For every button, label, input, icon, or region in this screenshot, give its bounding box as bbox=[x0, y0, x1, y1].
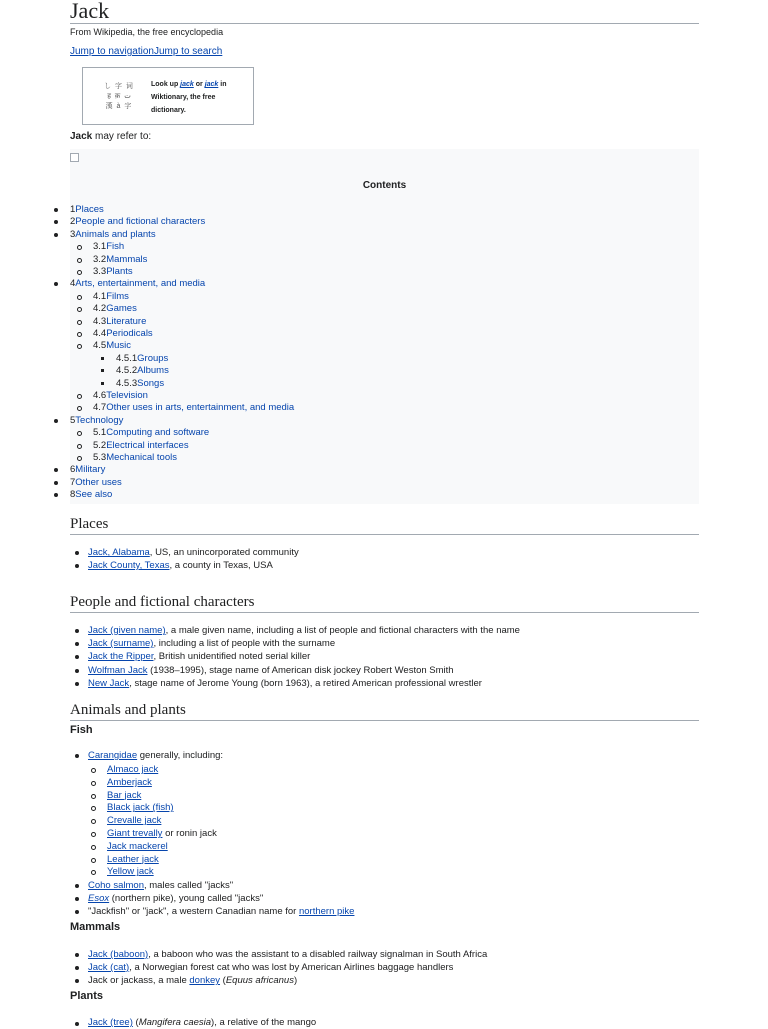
entry-link[interactable]: Bar jack bbox=[107, 789, 142, 801]
jump-to-navigation-link[interactable]: Jump to navigation bbox=[70, 46, 154, 57]
list-bullet bbox=[91, 870, 96, 875]
toc-bullet bbox=[77, 431, 82, 436]
entry-link[interactable]: New Jack bbox=[88, 677, 130, 689]
list-bullet bbox=[75, 642, 79, 646]
entry-description: , US, an unincorporated community bbox=[149, 547, 299, 558]
entry-link[interactable]: Almaco jack bbox=[107, 764, 159, 775]
toc-bullet bbox=[101, 357, 104, 360]
list-item bbox=[88, 638, 335, 650]
toc-number: 4.6 bbox=[93, 390, 107, 401]
list-item bbox=[107, 815, 161, 827]
toc-item-3[interactable] bbox=[70, 229, 156, 241]
toc-label: Games bbox=[106, 303, 137, 315]
toc-number: 3 bbox=[70, 228, 76, 240]
toc-title: Contents bbox=[362, 180, 407, 191]
carangidae-link[interactable]: Carangidae bbox=[88, 750, 138, 761]
toc-item-4-5-2[interactable] bbox=[116, 365, 169, 377]
section-heading-places: Places bbox=[70, 516, 699, 535]
toc-label: Places bbox=[75, 204, 104, 215]
toc-number: 4.4 bbox=[93, 328, 107, 339]
list-item: Coho salmon, males called "jacks" bbox=[88, 880, 234, 891]
list-item bbox=[107, 802, 174, 814]
toc-bullet bbox=[77, 444, 82, 449]
list-bullet bbox=[75, 1022, 79, 1026]
entry-description: , a county in Texas, USA bbox=[169, 560, 273, 572]
toc-bullet bbox=[101, 382, 104, 385]
list-item bbox=[107, 866, 154, 878]
toc-item-5-1[interactable] bbox=[93, 427, 209, 439]
list-bullet bbox=[91, 794, 96, 799]
toc-item-3-1[interactable] bbox=[93, 241, 124, 253]
subsection-heading-plants: Plants bbox=[70, 990, 104, 1002]
entry-link[interactable]: Jack (given name) bbox=[88, 625, 166, 636]
tagline: From Wikipedia, the free encyclopedia bbox=[70, 27, 224, 37]
subsection-heading-fish: Fish bbox=[70, 724, 93, 736]
toc-number: 2 bbox=[70, 216, 76, 228]
list-bullet bbox=[75, 564, 79, 568]
jack-cat-link[interactable]: Jack (cat) bbox=[88, 962, 130, 973]
entry-description: , stage name of Jerome Young (born 1963), a retired American professional wrestler bbox=[129, 677, 482, 689]
toc-label: Albums bbox=[137, 365, 169, 377]
list-item: Jack (cat), a Norwegian forest cat who was lost by American Airlines baggage handlers bbox=[88, 962, 454, 973]
jump-to-search-link[interactable]: Jump to search bbox=[153, 46, 223, 57]
toc-bullet bbox=[77, 270, 82, 275]
toc-number: 4.7 bbox=[93, 402, 107, 414]
list-bullet bbox=[75, 682, 79, 686]
toc-item-4[interactable] bbox=[70, 278, 205, 290]
toc-item-4-2[interactable] bbox=[93, 303, 137, 315]
toc-number: 3.1 bbox=[93, 241, 107, 253]
list-bullet bbox=[75, 629, 79, 633]
list-bullet bbox=[75, 979, 79, 983]
list-bullet bbox=[91, 845, 96, 850]
toc-number: 4.5.3 bbox=[116, 377, 138, 389]
list-bullet bbox=[91, 781, 96, 786]
wiktionary-text: Look up jack or jack in Wiktionary, the free dictionary. bbox=[151, 81, 227, 114]
toc-label: Mechanical tools bbox=[106, 452, 177, 463]
jack-baboon-link[interactable]: Jack (baboon) bbox=[88, 949, 149, 960]
jack-tree-link[interactable]: Jack (tree) bbox=[88, 1017, 133, 1028]
section-heading-animals: Animals and plants bbox=[70, 702, 699, 721]
list-item bbox=[107, 777, 152, 789]
toc-number: 4.1 bbox=[93, 290, 107, 302]
toc-item-4-5-1[interactable] bbox=[116, 353, 168, 365]
toc-label: Arts, entertainment, and media bbox=[75, 278, 206, 290]
toc-item-8[interactable] bbox=[70, 489, 112, 501]
list-item: Jack (baboon), a baboon who was the assistant to a disabled railway signalman in South Africa bbox=[88, 949, 488, 960]
entry-link[interactable]: Leather jack bbox=[107, 853, 159, 865]
wiktionary-term-link-2[interactable]: jack bbox=[204, 81, 219, 88]
list-item bbox=[107, 854, 159, 866]
list-bullet bbox=[91, 832, 96, 837]
toc-item-6[interactable] bbox=[70, 464, 105, 476]
coho-salmon-link[interactable]: Coho salmon bbox=[88, 880, 144, 891]
entry-link[interactable]: Amberjack bbox=[107, 776, 152, 788]
list-bullet bbox=[91, 819, 96, 824]
toc-label: Mammals bbox=[106, 253, 148, 265]
entry-link[interactable]: Wolfman Jack bbox=[88, 664, 148, 676]
list-bullet bbox=[91, 768, 96, 773]
list-bullet bbox=[75, 966, 79, 970]
list-item bbox=[107, 764, 158, 776]
toc-number: 3.2 bbox=[93, 253, 107, 265]
toc-number: 5.1 bbox=[93, 427, 107, 439]
list-item bbox=[107, 828, 217, 840]
list-item bbox=[107, 841, 168, 853]
list-item bbox=[88, 651, 310, 663]
list-item bbox=[88, 678, 482, 690]
toc-toggle-checkbox[interactable] bbox=[70, 153, 79, 162]
toc-label: Military bbox=[75, 464, 106, 476]
toc-label: Periodicals bbox=[106, 328, 153, 339]
toc-bullet bbox=[54, 419, 58, 423]
wiktionary-box bbox=[82, 67, 254, 125]
toc-number: 4.3 bbox=[93, 315, 107, 327]
toc-label: Television bbox=[106, 390, 148, 401]
toc-label: Music bbox=[106, 340, 132, 352]
toc-item-7[interactable] bbox=[70, 477, 122, 489]
toc-label: See also bbox=[75, 489, 113, 501]
toc-label: Films bbox=[106, 290, 129, 302]
toc-label: Literature bbox=[106, 315, 147, 327]
list-item bbox=[107, 790, 141, 802]
toc-number: 7 bbox=[70, 476, 76, 488]
toc-number: 3.3 bbox=[93, 266, 107, 277]
toc-item-2[interactable] bbox=[70, 216, 205, 228]
list-item: Jack (tree) (Mangifera caesia), a relative of the mango bbox=[88, 1017, 317, 1028]
list-bullet bbox=[91, 858, 96, 863]
toc-bullet bbox=[77, 320, 82, 325]
toc-label: Other uses in arts, entertainment, and media bbox=[106, 402, 295, 414]
entry-link[interactable]: Yellow jack bbox=[107, 866, 154, 878]
toc-number: 4.5.1 bbox=[116, 352, 138, 364]
list-bullet bbox=[75, 655, 79, 659]
subsection-heading-mammals: Mammals bbox=[70, 921, 121, 933]
toc-number: 4.5 bbox=[93, 340, 107, 352]
toc-bullet bbox=[77, 394, 82, 399]
toc-item-4-5-3[interactable] bbox=[116, 378, 164, 390]
toc-bullet bbox=[54, 220, 58, 224]
toc-bullet bbox=[54, 468, 58, 472]
list-bullet bbox=[91, 806, 96, 811]
list-item bbox=[88, 547, 299, 559]
toc-bullet bbox=[54, 282, 58, 286]
list-item: Jack or jackass, a male donkey (Equus africanus) bbox=[88, 975, 298, 986]
toc-label: Electrical interfaces bbox=[106, 439, 189, 451]
entry-link[interactable]: Black jack (fish) bbox=[107, 802, 174, 814]
toc-item-4-7[interactable] bbox=[93, 402, 294, 414]
toc-item-5[interactable] bbox=[70, 415, 123, 427]
entry-link[interactable]: Jack, Alabama bbox=[88, 547, 150, 558]
toc-item-3-3[interactable] bbox=[93, 266, 133, 278]
list-bullet bbox=[75, 897, 79, 901]
toc-bullet bbox=[54, 481, 58, 485]
toc-label: Songs bbox=[137, 377, 165, 389]
toc-number: 8 bbox=[70, 489, 76, 501]
toc-item-4-5[interactable] bbox=[93, 340, 131, 352]
entry-link[interactable]: Jack County, Texas bbox=[88, 560, 170, 572]
toc-number: 6 bbox=[70, 464, 76, 476]
toc-bullet bbox=[77, 332, 82, 337]
entry-description: , a male given name, including a list of people and fictional characters with the name bbox=[165, 625, 520, 636]
toc-bullet bbox=[77, 344, 82, 349]
list-item bbox=[88, 560, 273, 572]
toc-bullet bbox=[77, 406, 82, 411]
toc-number: 4.2 bbox=[93, 303, 107, 315]
toc-bullet bbox=[77, 307, 82, 312]
wiktionary-logo-icon: し 字 词 ह क़ ت 漢 à 字 bbox=[104, 83, 134, 110]
entry-description: , including a list of people with the surname bbox=[153, 638, 336, 650]
entry-link[interactable]: Jack (surname) bbox=[88, 638, 154, 650]
donkey-link[interactable]: donkey bbox=[189, 975, 221, 986]
toc-number: 4 bbox=[70, 278, 76, 290]
toc-bullet bbox=[77, 245, 82, 250]
toc-item-4-6[interactable] bbox=[93, 390, 148, 402]
northern-pike-link[interactable]: northern pike bbox=[298, 906, 355, 917]
table-of-contents bbox=[70, 149, 699, 504]
toc-bullet bbox=[77, 258, 82, 263]
toc-label: Fish bbox=[106, 241, 125, 253]
list-bullet bbox=[75, 669, 79, 673]
toc-bullet bbox=[77, 295, 82, 300]
toc-label: Animals and plants bbox=[75, 228, 156, 240]
toc-item-3-2[interactable] bbox=[93, 254, 147, 266]
toc-bullet bbox=[101, 369, 104, 372]
list-item: "Jackfish" or "jack", a western Canadian name for northern pike bbox=[88, 906, 355, 917]
list-item: Esox (northern pike), young called "jacks" bbox=[88, 893, 264, 904]
entry-link[interactable]: Giant trevally bbox=[107, 828, 163, 839]
toc-bullet bbox=[54, 208, 58, 212]
toc-label: Other uses bbox=[75, 476, 122, 488]
entry-link[interactable]: Crevalle jack bbox=[107, 815, 162, 827]
list-item bbox=[88, 625, 520, 637]
toc-item-5-2[interactable] bbox=[93, 440, 189, 452]
toc-item-4-3[interactable] bbox=[93, 316, 146, 328]
wiktionary-term-link[interactable]: jack bbox=[180, 81, 194, 88]
toc-label: Groups bbox=[137, 352, 169, 364]
jump-links bbox=[70, 46, 222, 57]
toc-label: Technology bbox=[75, 414, 124, 426]
entry-description: or ronin jack bbox=[162, 828, 217, 839]
toc-label: Plants bbox=[106, 266, 133, 277]
entry-description: , British unidentified noted serial killer bbox=[153, 651, 311, 663]
list-item bbox=[88, 665, 454, 677]
entry-description: (1938–1995), stage name of American disk jockey Robert Weston Smith bbox=[147, 664, 454, 676]
page-title: Jack bbox=[70, 0, 699, 24]
toc-label: Computing and software bbox=[106, 427, 210, 439]
list-bullet bbox=[75, 910, 79, 914]
toc-number: 5.2 bbox=[93, 439, 107, 451]
toc-item-5-3[interactable] bbox=[93, 452, 177, 464]
list-bullet bbox=[75, 953, 79, 957]
toc-bullet bbox=[77, 456, 82, 461]
toc-bullet bbox=[54, 493, 58, 497]
toc-number: 1 bbox=[70, 204, 76, 215]
list-bullet bbox=[75, 551, 79, 555]
toc-item-4-1[interactable] bbox=[93, 291, 129, 303]
esox-link[interactable]: Esox bbox=[88, 893, 110, 904]
toc-item-4-4[interactable] bbox=[93, 328, 153, 340]
toc-number: 5.3 bbox=[93, 452, 107, 463]
toc-label: People and fictional characters bbox=[75, 216, 206, 228]
list-bullet bbox=[75, 884, 79, 888]
toc-bullet bbox=[54, 233, 58, 237]
entry-link[interactable]: Jack the Ripper bbox=[88, 651, 154, 663]
toc-number: 4.5.2 bbox=[116, 365, 138, 377]
section-heading-people: People and fictional characters bbox=[70, 594, 699, 613]
toc-item-1[interactable] bbox=[70, 204, 104, 216]
list-bullet bbox=[75, 754, 79, 758]
toc-number: 5 bbox=[70, 414, 76, 426]
list-item: Carangidae generally, including: bbox=[88, 750, 224, 761]
entry-link[interactable]: Jack mackerel bbox=[107, 840, 168, 852]
intro-text: Jack may refer to: bbox=[70, 131, 152, 142]
